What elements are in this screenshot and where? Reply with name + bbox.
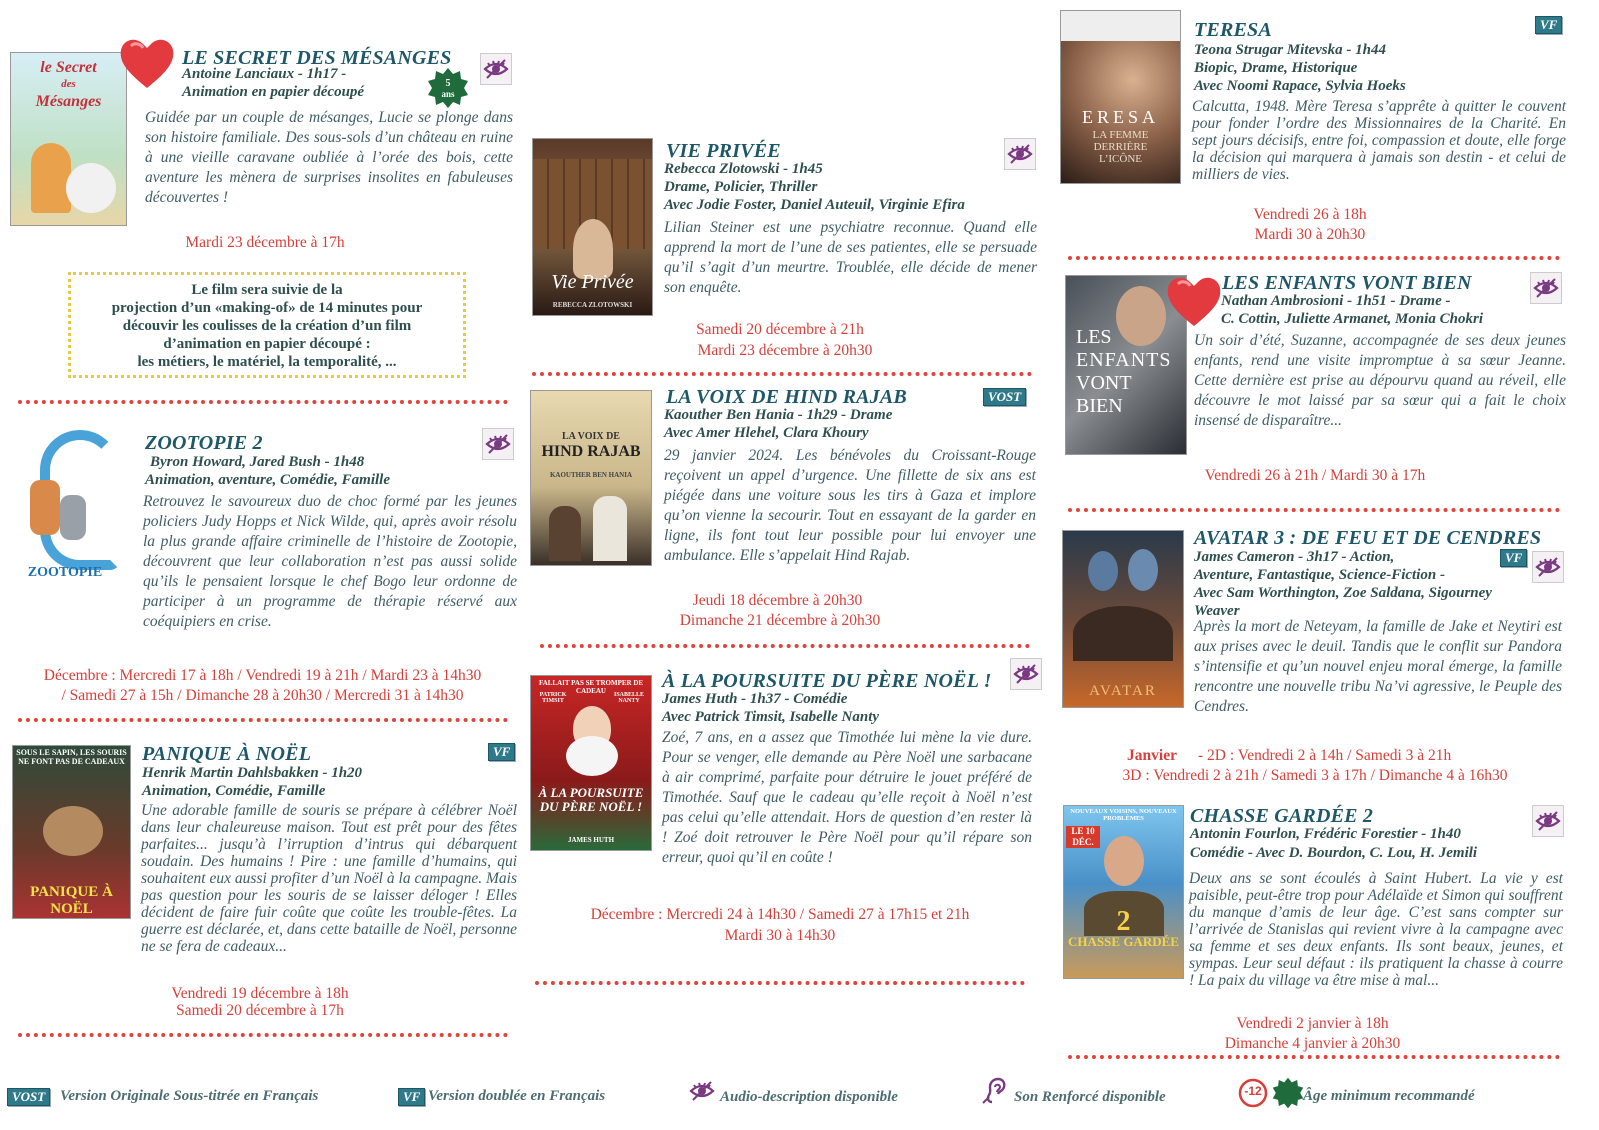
film-synopsis: Un soir d’été, Suzanne, accompagnée de ses deux jeunes enfants, rend une visite impromptue à sa sœur Jeanne. Cette dernière est prise au dépourvu quand au réveil, elle découvre le mot laissé par sa sœur qui a fait le choix insensé de disparaître... <box>1194 332 1566 429</box>
poster-title-line: PANIQUE À NOËL <box>30 884 113 917</box>
poster-chasse-gardee-2 <box>1063 805 1184 979</box>
age-badge-label: -12 <box>1244 1084 1262 1098</box>
poster-title-line: ZOOTOPIE <box>27 565 103 580</box>
film-schedule: Mardi 23 décembre à 20h30 <box>697 342 873 359</box>
film-meta-line: Biopic, Drame, Historique <box>1194 60 1358 76</box>
note-line: les métiers, le matériel, la temporalité, ... <box>137 354 397 370</box>
note-line: Le film sera suivie de la <box>191 282 343 298</box>
svg-text:5: 5 <box>445 78 451 89</box>
note-line: projection d’un «making-of» de 14 minutes pour <box>111 300 423 316</box>
poster-title-line: PATRICK TIMSIT <box>539 692 567 704</box>
poster-title-line: ENFANTS <box>1076 349 1172 371</box>
film-title: LE SECRET DES MÉSANGES <box>182 47 452 69</box>
age-star-icon <box>1272 1077 1304 1109</box>
film-meta-line: Avec Jodie Foster, Daniel Auteuil, Virginie Efira <box>664 197 965 213</box>
film-schedule: Vendredi 2 janvier à 18h <box>1236 1015 1389 1032</box>
vost-badge: VOST <box>983 388 1026 406</box>
film-title: TERESA <box>1194 19 1272 41</box>
film-schedule: Mardi 30 à 20h30 <box>1254 226 1366 243</box>
film-meta-line: Animation, aventure, Comédie, Famille <box>145 472 391 488</box>
heart-icon <box>1164 272 1224 328</box>
film-synopsis: Deux ans se sont écoulés à Saint Hubert. La vie y est paisible, peut-être trop pour Adélaïde et Simon qui souffrent du manque d’amis de leur âge. C’est sans compter sur l’arrivée de Stanislas qui revient vivre à la campagne avec sa femme et ses deux enfants. Ils sont beaux, jeunes, et sympas. Leur seul défaut : ils pratiquent la chasse à courre ! La paix du village va être mise à mal... <box>1189 870 1563 989</box>
film-synopsis: 29 janvier 2024. Les bénévoles du Croissant-Rouge reçoivent un appel d’urgence. Une fillette de six ans est piégée dans une voiture sous les tirs à Gaza et implore qu’on vienne la secourir. Tout en essayant de la garder en ligne, ils font tout leur possible pour lui envoyer une ambulance. Elle s’appelait Hind Rajab. <box>664 447 1036 564</box>
legend-age-text: Âge minimum recommandé <box>1303 1088 1475 1104</box>
poster-title-line: Vie Privée <box>551 271 634 293</box>
divider <box>1068 508 1560 512</box>
film-schedule: Vendredi 26 à 21h / Mardi 30 à 17h <box>1204 467 1426 484</box>
poster-title-line: HIND RAJAB <box>541 443 641 460</box>
film-meta-line: Avec Amer Hlehel, Clara Khoury <box>664 425 869 441</box>
poster-title-line: LES <box>1076 326 1112 348</box>
divider <box>532 372 1032 376</box>
film-schedule: Décembre : Mercredi 17 à 18h / Vendredi 19 à 21h / Mardi 23 à 14h30 <box>43 667 482 684</box>
audio-description-icon <box>687 1076 717 1106</box>
age-badge-icon <box>427 67 469 109</box>
poster-title-line: 2 <box>1116 906 1131 937</box>
poster-vie-privee <box>532 138 653 316</box>
poster-title-line: DERRIÈRE <box>1093 141 1148 153</box>
poster-zootopie-2 <box>10 425 120 590</box>
note-line: d’animation en papier découpé : <box>163 336 371 352</box>
film-meta-line: Avec Noomi Rapace, Sylvia Hoeks <box>1194 78 1406 94</box>
film-meta-line: Byron Howard, Jared Bush - 1h48 <box>150 454 365 470</box>
film-meta-line: Drame, Policier, Thriller <box>664 179 818 195</box>
poster-title-line: CHASSE GARDÉE <box>1068 934 1179 949</box>
poster-title-line: LA VOIX DE <box>562 431 620 442</box>
poster-title-line: REBECCA ZLOTOWSKI <box>552 301 633 309</box>
vf-badge: VF <box>488 743 515 761</box>
poster-title-line: Mésanges <box>35 93 102 110</box>
poster-title-line: À LA POURSUITE DU PÈRE NOËL ! <box>538 785 644 814</box>
film-schedule: Mardi 23 décembre à 17h <box>185 234 345 251</box>
film-title: VIE PRIVÉE <box>666 140 781 162</box>
film-meta-line: Aventure, Fantastique, Science-Fiction - <box>1194 567 1445 583</box>
poster-title-line: le Secret <box>40 59 97 76</box>
poster-title-line: JAMES HUTH <box>567 836 615 844</box>
film-schedule: Vendredi 26 à 18h <box>1253 206 1367 223</box>
poster-title-line: ISABELLE NANTY <box>613 692 644 704</box>
divider <box>540 644 1030 648</box>
film-title: AVATAR 3 : DE FEU ET DE CENDRES <box>1194 527 1542 549</box>
film-schedule: / Samedi 27 à 15h / Dimanche 28 à 20h30 / Mercredi 31 à 14h30 <box>61 687 464 704</box>
poster-teresa <box>1060 10 1181 184</box>
poster-title-line: VONT <box>1076 372 1132 394</box>
film-schedule: Jeudi 18 décembre à 20h30 <box>692 592 863 609</box>
film-meta-line: Avec Sam Worthington, Zoe Saldana, Sigourney <box>1194 585 1492 601</box>
audio-description-icon <box>1532 805 1564 837</box>
audio-description-icon <box>480 53 512 85</box>
film-title: ZOOTOPIE 2 <box>145 432 263 454</box>
divider <box>18 1033 508 1037</box>
film-meta-line: Teona Strugar Mitevska - 1h44 <box>1194 42 1386 58</box>
poster-title-line: NOUVEAUX VOISINS, NOUVEAUX PROBLÈMES <box>1070 808 1177 822</box>
svg-text:ans: ans <box>441 89 455 99</box>
film-schedule: Vendredi 19 décembre à 18h <box>171 985 349 1002</box>
film-meta-line: Antoine Lanciaux - 1h17 - <box>182 66 347 82</box>
poster-title-line: LA FEMME <box>1092 129 1149 141</box>
film-schedule: - 2D : Vendredi 2 à 14h / Samedi 3 à 21h <box>1198 747 1452 764</box>
poster-a-la-poursuite-du-pere-noel <box>530 675 652 851</box>
legend-ad-text: Audio-description disponible <box>720 1089 898 1105</box>
divider <box>18 400 508 404</box>
film-schedule: Dimanche 4 janvier à 20h30 <box>1224 1035 1401 1052</box>
legend-son-text: Son Renforcé disponible <box>1014 1089 1166 1105</box>
film-meta-line: Nathan Ambrosioni - 1h51 - Drame - <box>1221 293 1451 309</box>
making-of-note <box>68 272 466 378</box>
audio-description-icon <box>1532 551 1564 583</box>
film-synopsis: Guidée par un couple de mésanges, Lucie se plonge dans son histoire familiale. Des sous-sols d’un château en ruine à une vieille caravane oubliée à l’orée des bois, cette aventure les mènera de surprises insolites en fabuleuses découvertes ! <box>145 109 513 206</box>
film-meta-line: James Huth - 1h37 - Comédie <box>662 691 848 707</box>
film-schedule: Décembre : Mercredi 24 à 14h30 / Samedi 27 à 17h15 et 21h <box>590 906 970 923</box>
divider <box>1068 1055 1560 1059</box>
film-schedule-lead: Janvier <box>1127 747 1177 764</box>
film-meta-line: Kaouther Ben Hania - 1h29 - Drame <box>664 407 893 423</box>
film-synopsis: Calcutta, 1948. Mère Teresa s’apprête à quitter le couvent pour fonder l’ordre des Missionnaires de la Charité. En sept jours décisifs, entre foi, compassion et doute, elle forge la décision qui marquera à jamais son destin - et celui de milliers de vies. <box>1192 98 1566 183</box>
poster-title-line: AVATAR <box>1089 683 1157 699</box>
vf-badge: VF <box>1500 549 1527 567</box>
note-line: découvir les coulisses de la création d’un film <box>122 318 412 334</box>
poster-la-voix-de-hind-rajab <box>530 390 652 566</box>
vf-badge: VF <box>1535 16 1562 34</box>
film-schedule: Mardi 30 à 14h30 <box>724 927 836 944</box>
poster-title-line: LE 10 DÉC. <box>1066 826 1100 848</box>
film-meta-line: Antonin Fourlon, Frédéric Forestier - 1h40 <box>1190 826 1461 842</box>
legend-vf-text: Version doublée en Français <box>428 1088 606 1104</box>
heart-icon <box>117 34 177 90</box>
poster-le-secret-des-mesanges <box>10 52 127 226</box>
film-schedule: Samedi 20 décembre à 17h <box>176 1002 344 1019</box>
film-schedule: Samedi 20 décembre à 21h <box>696 321 864 338</box>
film-synopsis: Retrouvez le savoureux duo de choc formé par les jeunes policiers Judy Hopps et Nick Wilde, qui, après avoir résolu la plus grande affaire criminelle de l’histoire de Zootopie, découvrent que leur collaboration n’est pas aussi solide qu’ils le pensaient lorsque le chef Bogo leur ordonne de participer à un programme de thérapie réservé aux coéquipiers en crise. <box>143 493 517 630</box>
film-schedule: Dimanche 21 décembre à 20h30 <box>679 612 881 629</box>
poster-title-line: ERESA <box>1081 107 1159 127</box>
film-meta-line: Animation en papier découpé <box>182 84 365 100</box>
film-meta-line: C. Cottin, Juliette Armanet, Monia Chokri <box>1221 311 1484 327</box>
poster-title-line: FALLAIT PAS SE TROMPER DE CADEAU <box>538 679 644 695</box>
film-meta-line: Henrik Martin Dahlsbakken - 1h20 <box>142 765 363 781</box>
film-title: CHASSE GARDÉE 2 <box>1190 805 1374 827</box>
film-schedule: 3D : Vendredi 2 à 21h / Samedi 3 à 17h / Dimanche 4 à 16h30 <box>1122 767 1508 784</box>
audio-description-icon <box>1010 658 1042 690</box>
film-meta-line: Weaver <box>1194 603 1240 619</box>
divider <box>18 718 508 722</box>
ear-icon <box>980 1076 1010 1106</box>
film-meta-line: Rebecca Zlotowski - 1h45 <box>664 161 823 177</box>
poster-title-line: KAOUTHER BEN HANIA <box>549 471 633 479</box>
film-meta-line: James Cameron - 3h17 - Action, <box>1194 549 1395 565</box>
poster-title-line: BIEN <box>1076 395 1123 417</box>
film-title: LES ENFANTS VONT BIEN <box>1222 272 1472 294</box>
audio-description-icon <box>482 428 514 460</box>
vost-badge: VOST <box>7 1088 50 1106</box>
film-title: PANIQUE À NOËL <box>142 743 312 765</box>
divider <box>1068 256 1560 260</box>
legend-vost-text: Version Originale Sous-titrée en Français <box>60 1088 319 1104</box>
poster-title-line: des <box>61 78 76 90</box>
vf-badge: VF <box>398 1088 425 1106</box>
poster-avatar-3 <box>1062 530 1184 708</box>
film-meta-line: Comédie - Avec D. Bourdon, C. Lou, H. Jemili <box>1190 845 1478 861</box>
film-synopsis: Une adorable famille de souris se prépare à célébrer Noël dans leur chaleureuse maison. Tout est prêt pour des fêtes parfaites... jusqu’à l’irruption d’intrus qui débarquent soudain. Des humains ! Pire : une famille d’humains, qui souhaitent eux aussi profiter d’un Noël à la campagne. Mais pas question pour les souris de se laisser déloger ! Elles décident de faire fuir coûte que coûte les trouble-fêtes. La guerre est déclarée, et, dans cette bataille de Noël, personne ne se fera de cadeaux... <box>141 802 517 955</box>
poster-title-line: NE FONT PAS DE CADEAUX <box>18 757 125 766</box>
film-title: LA VOIX DE HIND RAJAB <box>666 386 907 408</box>
film-meta-line: Avec Patrick Timsit, Isabelle Nanty <box>662 709 880 725</box>
film-synopsis: Après la mort de Neteyam, la famille de Jake et Neytiri est aux prises avec le deuil. Tandis que le conflit sur Pandora s’intensifie et qu’un nouvel enjeu moral émerge, la famille rencontre une nouvelle tribu Na’vi agressive, le Peuple des Cendres. <box>1194 618 1562 715</box>
poster-panique-a-noel <box>12 745 131 919</box>
film-synopsis: Zoé, 7 ans, en a assez que Timothée lui mène la vie dure. Pour se venger, elle demande au Père Noël une sarbacane à air comprimé, parfaite pour détruire le jouet préféré de Timothée. Sauf que le cadeau qu’elle reçoit à Noël n’est pas celui qu’elle attendait. Hors de question d’en rester là ! Zoé doit retrouver le Père Noël pour qu’il répare son erreur, quoi qu’il en coûte ! <box>662 729 1032 866</box>
audio-description-icon <box>1004 138 1036 170</box>
poster-title-line: L’ICÔNE <box>1099 153 1142 165</box>
film-title: À LA POURSUITE DU PÈRE NOËL ! <box>662 670 992 692</box>
film-meta-line: Animation, Comédie, Famille <box>142 783 326 799</box>
audio-description-icon <box>1530 272 1562 304</box>
poster-title-line: SOUS LE SAPIN, LES SOURIS <box>16 748 127 757</box>
film-synopsis: Lilian Steiner est une psychiatre reconnue. Quand elle apprend la mort de l’une de ses patientes, elle se persuade qu’il s’agit d’un meurtre. Troublée, elle décide de mener son enquête. <box>664 219 1037 296</box>
divider <box>535 981 1025 985</box>
